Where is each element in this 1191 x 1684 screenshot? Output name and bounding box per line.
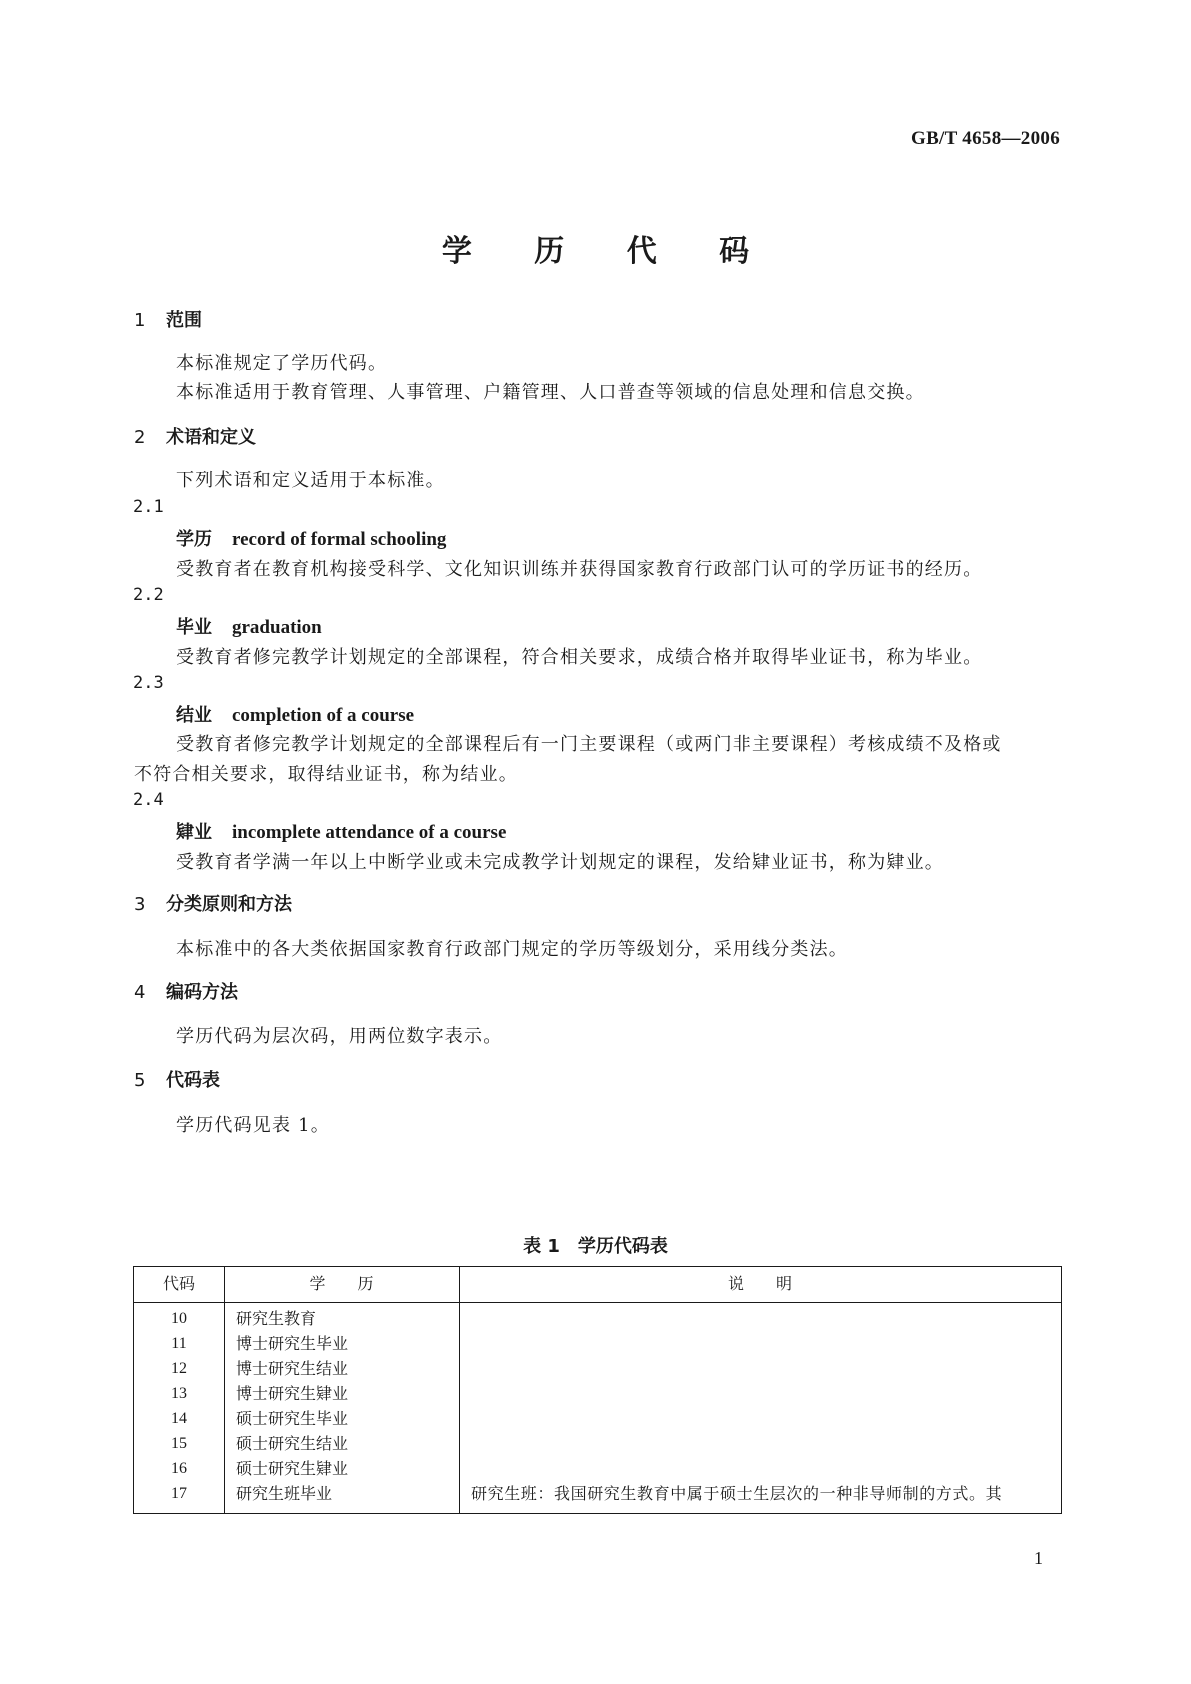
section-1-heading xyxy=(134,306,202,332)
table-row xyxy=(134,1355,1061,1382)
section-number: 4 xyxy=(134,982,146,1003)
table-header xyxy=(134,1267,1061,1303)
term-definition-continued: 不符合相关要求，取得结业证书，称为结业。 xyxy=(134,764,518,785)
table-label: 表 1 xyxy=(523,1236,560,1257)
paragraph: 本标准规定了学历代码。 xyxy=(176,353,388,374)
term-en: record of formal schooling xyxy=(232,529,447,550)
clause-number: 2.3 xyxy=(133,673,164,693)
paragraph: 学历代码为层次码，用两位数字表示。 xyxy=(176,1026,503,1047)
cell-code: 16 xyxy=(171,1460,187,1477)
section-title: 编码方法 xyxy=(166,982,238,1003)
term-zh: 肄业 xyxy=(176,822,212,843)
cell-note: 研究生班：我国研究生教育中属于硕士生层次的一种非导师制的方式。其 xyxy=(471,1484,1003,1503)
table-row xyxy=(134,1405,1061,1432)
section-number: 1 xyxy=(134,310,146,331)
term-en: graduation xyxy=(232,617,322,638)
code-table xyxy=(133,1266,1062,1514)
cell-name: 博士研究生结业 xyxy=(236,1359,349,1378)
cell-code: 15 xyxy=(171,1435,187,1452)
section-title: 范围 xyxy=(166,310,202,331)
term-zh: 毕业 xyxy=(176,617,212,638)
table-row xyxy=(134,1380,1061,1407)
cell-code: 12 xyxy=(171,1360,187,1377)
paragraph: 学历代码见表 1。 xyxy=(176,1115,330,1136)
term-heading xyxy=(176,525,446,551)
cell-name: 硕士研究生肄业 xyxy=(236,1459,349,1478)
table-row xyxy=(134,1480,1061,1507)
cell-code: 13 xyxy=(171,1385,187,1402)
term-en: incomplete attendance of a course xyxy=(232,822,507,843)
section-5-heading xyxy=(134,1066,220,1092)
table-row xyxy=(134,1330,1061,1357)
cell-code: 10 xyxy=(171,1310,187,1327)
term-heading xyxy=(176,701,414,727)
term-definition: 受教育者修完教学计划规定的全部课程，符合相关要求，成绩合格并取得毕业证书，称为毕业。 xyxy=(176,647,983,668)
term-zh: 学历 xyxy=(176,529,212,550)
page-title: 学 历 代 码 xyxy=(441,234,776,269)
table-caption xyxy=(0,1232,1191,1258)
term-definition: 受教育者修完教学计划规定的全部课程后有一门主要课程（或两门非主要课程）考核成绩不及格或 xyxy=(176,734,1002,755)
term-definition: 受教育者在教育机构接受科学、文化知识训练并获得国家教育行政部门认可的学历证书的经历。 xyxy=(176,559,983,580)
section-title: 分类原则和方法 xyxy=(166,894,292,915)
table-caption-text: 学历代码表 xyxy=(577,1236,668,1257)
cell-name: 博士研究生毕业 xyxy=(236,1334,349,1353)
header-code: 代码 xyxy=(162,1274,195,1293)
term-heading xyxy=(176,613,322,639)
cell-name: 博士研究生肄业 xyxy=(236,1384,349,1403)
term-definition: 受教育者学满一年以上中断学业或未完成教学计划规定的课程，发给肄业证书，称为肄业。 xyxy=(176,852,944,873)
term-en: completion of a course xyxy=(232,705,415,726)
paragraph: 下列术语和定义适用于本标准。 xyxy=(176,470,445,491)
cell-name: 研究生教育 xyxy=(236,1309,317,1328)
header-note: 说 明 xyxy=(727,1274,792,1293)
cell-code: 17 xyxy=(171,1485,187,1502)
table-row xyxy=(134,1455,1061,1482)
section-title: 术语和定义 xyxy=(166,427,256,448)
term-heading xyxy=(176,818,506,844)
section-number: 3 xyxy=(134,894,146,915)
cell-name: 硕士研究生结业 xyxy=(236,1434,349,1453)
cell-name: 研究生班毕业 xyxy=(236,1484,333,1503)
paragraph: 本标准中的各大类依据国家教育行政部门规定的学历等级划分，采用线分类法。 xyxy=(176,939,848,960)
term-zh: 结业 xyxy=(176,705,212,726)
document-code: GB/T 4658—2006 xyxy=(910,128,1060,149)
clause-number: 2.4 xyxy=(133,790,164,810)
clause-number: 2.1 xyxy=(133,497,164,517)
paragraph: 本标准适用于教育管理、人事管理、户籍管理、人口普查等领域的信息处理和信息交换。 xyxy=(176,382,925,403)
clause-number: 2.2 xyxy=(133,585,164,605)
section-number: 2 xyxy=(134,427,146,448)
table-row xyxy=(134,1430,1061,1457)
table-row xyxy=(134,1305,1061,1332)
section-2-heading xyxy=(134,423,256,449)
section-3-heading xyxy=(134,890,292,916)
cell-code: 11 xyxy=(171,1335,187,1352)
cell-code: 14 xyxy=(171,1410,187,1427)
section-title: 代码表 xyxy=(166,1070,220,1091)
section-4-heading xyxy=(134,978,238,1004)
header-name: 学 历 xyxy=(309,1274,374,1293)
section-number: 5 xyxy=(134,1070,146,1091)
page-number: 1 xyxy=(1034,1548,1043,1568)
cell-name: 硕士研究生毕业 xyxy=(236,1409,349,1428)
